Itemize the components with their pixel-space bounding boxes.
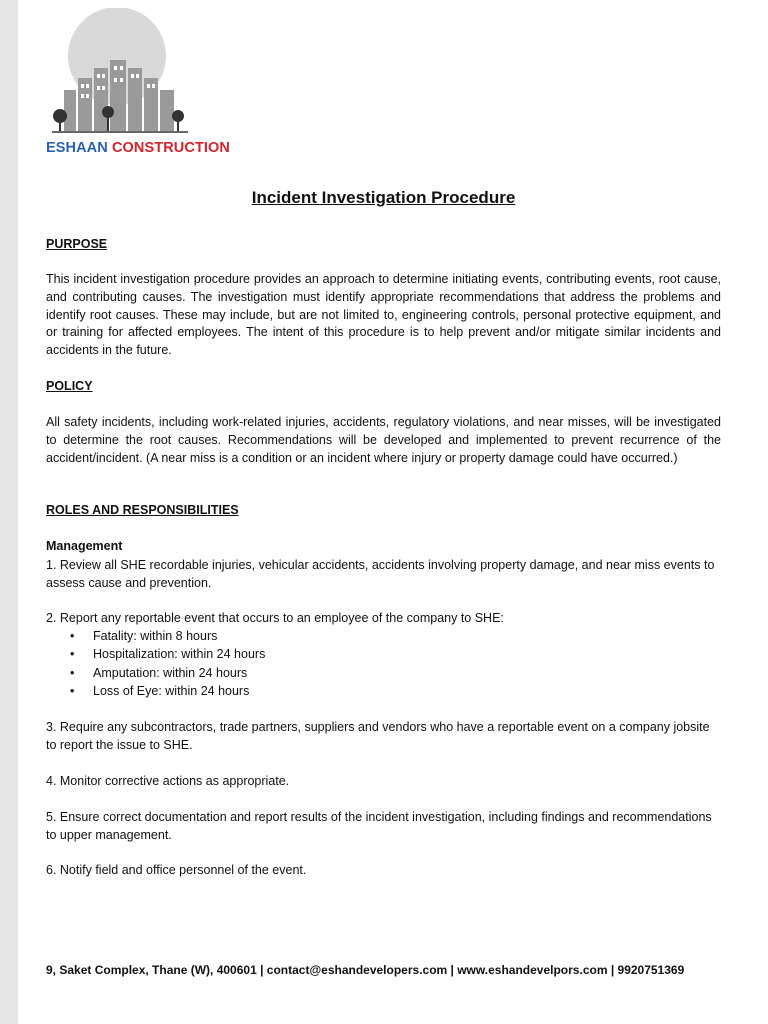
company-name-blue: ESHAAN [46,140,108,156]
roles-heading: ROLES AND RESPONSIBILITIES [46,503,239,517]
roles-item-3: 3. Require any subcontractors, trade partners, suppliers and vendors who have a reportable event on a company jobsite to report the issue to SHE. [46,720,710,752]
company-logo [46,8,196,136]
roles-item-1: 1. Review all SHE recordable injuries, vehicular accidents, accidents involving property damage, and near miss events to assess cause and prevention. [46,558,715,590]
bullet-icon: • [70,647,75,662]
purpose-heading: PURPOSE [46,237,108,251]
list-item: • Fatality: within 8 hours [46,627,265,645]
company-name [46,140,230,156]
bullet-icon: • [70,629,75,643]
list-item: • Hospitalization: within 24 hours [46,645,265,663]
policy-heading: POLICY [46,379,93,393]
page-margin-bar [0,0,18,1024]
roles-item-2: 2. Report any reportable event that occurs to an employee of the company to SHE: [46,611,504,625]
list-item: • Loss of Eye: within 24 hours [46,682,265,700]
management-subheading: Management [46,539,123,553]
reporting-deadlines-list [46,627,265,700]
roles-item-6: 6. Notify field and office personnel of the event. [46,863,307,877]
list-item: • Amputation: within 24 hours [46,664,265,682]
company-name-red: CONSTRUCTION [111,140,230,156]
bullet-icon: • [70,665,75,680]
roles-item-5: 5. Ensure correct documentation and report results of the incident investigation, including findings and recommendations to upper management. [46,810,712,842]
bullet-icon: • [70,683,75,698]
policy-text: All safety incidents, including work-related injuries, accidents, regulatory violations, and near misses, will be investigated to determine the root causes. Recommendations will be developed and implemented to prevent recurrence of the accident/incident. (A near miss is a condition or an incident where injury or property damage could have occurred.) [46,415,721,465]
document-title: Incident Investigation Procedure [251,188,516,207]
purpose-text: This incident investigation procedure provides an approach to determine initiating events, contributing events, root cause, and contributing causes. The investigation must identify appropriate recommendations that address the problems and identify root causes. These may include, but are not limited to, engineering controls, personal protective equipment, and or training for affected employees. The intent of this procedure is to help prevent and/or mitigate similar incidents and accidents in the future. [46,272,721,358]
footer-contact: 9, Saket Complex, Thane (W), 400601 | contact@eshandevelopers.com | www.eshandevelpors.com | 9920751369 [46,963,685,977]
roles-item-4: 4. Monitor corrective actions as appropriate. [46,774,290,788]
